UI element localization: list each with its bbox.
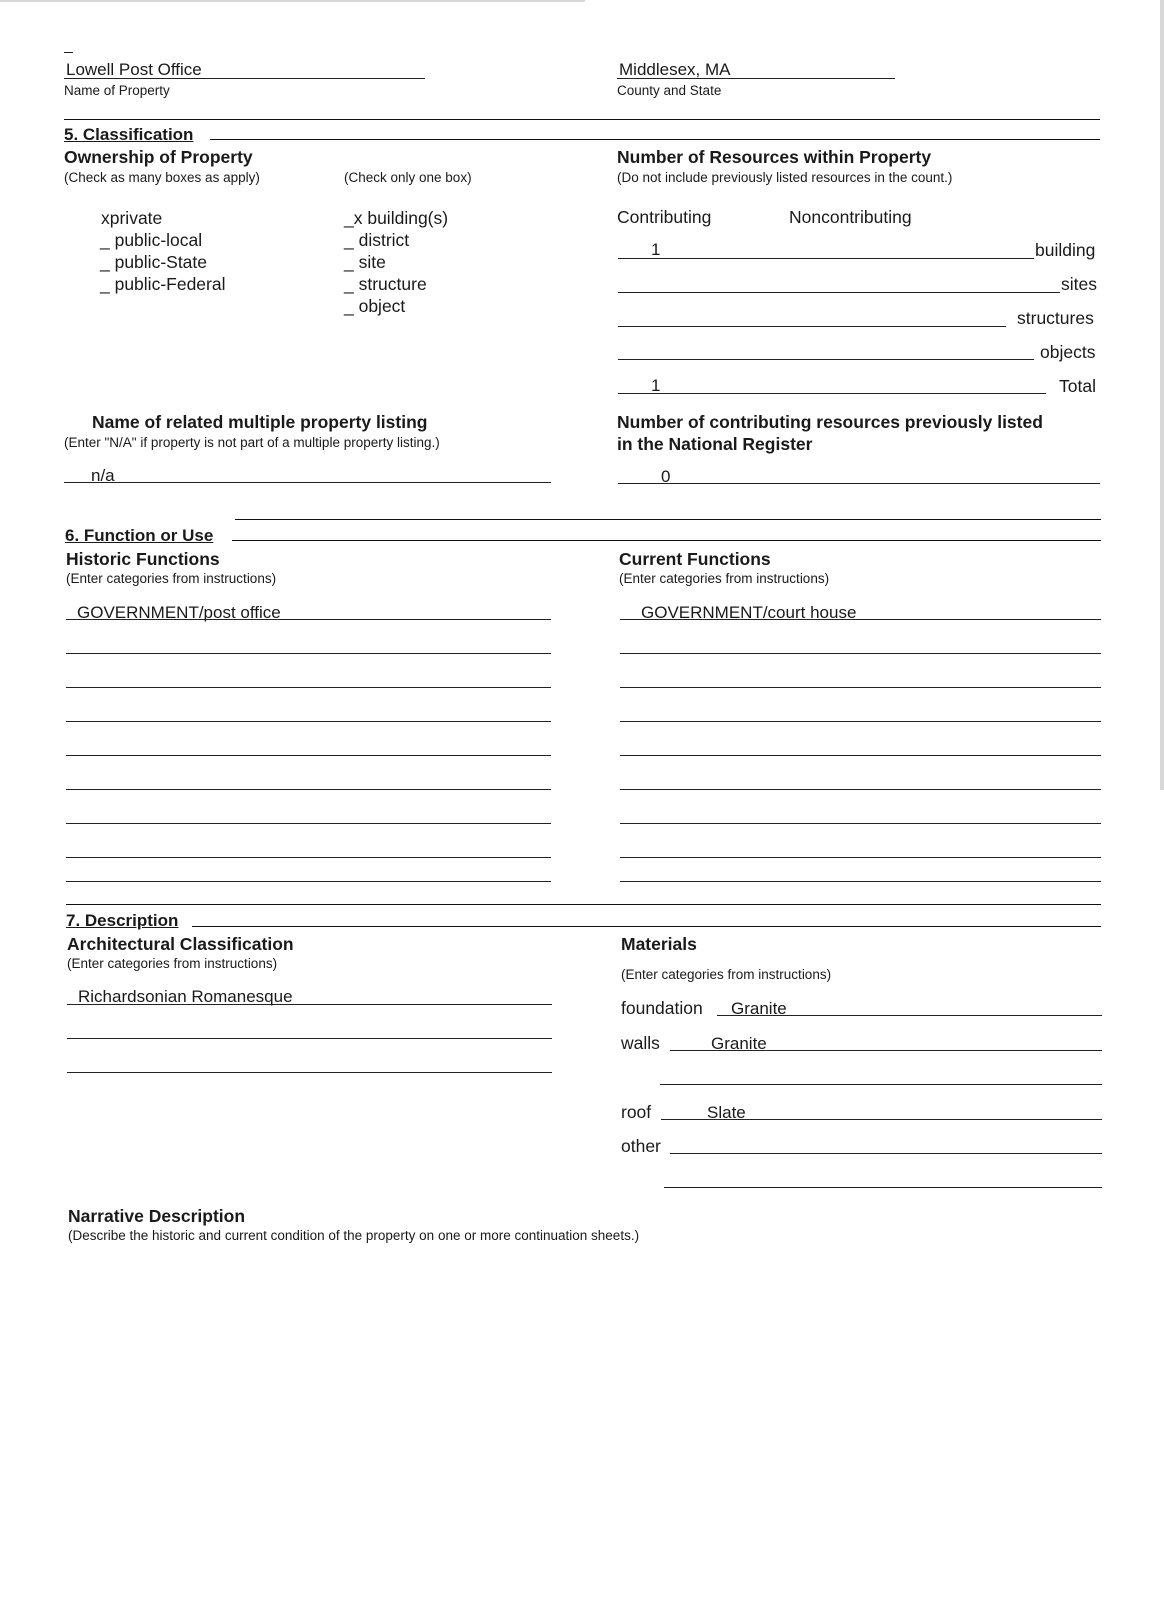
scan-top-edge bbox=[0, 0, 585, 2]
section-title-function: 6. Function or Use bbox=[65, 526, 214, 545]
foundation-label: foundation bbox=[621, 998, 703, 1018]
ownership-option: _ public-State bbox=[100, 252, 208, 272]
scan-right-edge bbox=[1160, 0, 1164, 790]
current-line bbox=[620, 789, 1101, 790]
resource-line bbox=[618, 258, 1034, 259]
historic-line bbox=[66, 721, 551, 722]
architectural-line bbox=[67, 1072, 552, 1073]
current-line bbox=[620, 687, 1101, 688]
resource-line bbox=[618, 359, 1034, 360]
section-rule bbox=[192, 926, 1101, 927]
current-line bbox=[620, 857, 1101, 858]
current-line bbox=[620, 721, 1101, 722]
historic-line bbox=[66, 755, 551, 756]
walls-label: walls bbox=[621, 1033, 660, 1053]
historic-line bbox=[66, 881, 551, 882]
materials-heading: Materials bbox=[621, 934, 697, 954]
resources-heading: Number of Resources within Property bbox=[617, 147, 932, 167]
narrative-note: (Describe the historic and current condition of the property on one or more continuation sheets.) bbox=[68, 1228, 640, 1243]
historic-note: (Enter categories from instructions) bbox=[66, 571, 277, 586]
historic-line bbox=[66, 823, 551, 824]
ownership-heading: Ownership of Property bbox=[64, 147, 253, 167]
previously-listed-heading: Number of contributing resources previously listed bbox=[617, 412, 1043, 432]
architectural-value: Richardsonian Romanesque bbox=[78, 987, 293, 1006]
current-line bbox=[620, 881, 1101, 882]
previously-listed-value: 0 bbox=[661, 467, 671, 486]
current-line bbox=[620, 619, 1101, 620]
section-rule bbox=[232, 540, 1101, 541]
materials-extra-line bbox=[660, 1084, 1102, 1085]
ownership-option: _ public-local bbox=[100, 230, 203, 250]
multiple-listing-value: n/a bbox=[91, 466, 115, 485]
resource-count: 1 bbox=[651, 376, 661, 395]
category-note: (Check only one box) bbox=[344, 170, 472, 185]
resource-count: 1 bbox=[651, 240, 661, 259]
property-name: Lowell Post Office bbox=[66, 60, 202, 79]
property-name-caption: Name of Property bbox=[64, 83, 170, 98]
roof-value: Slate bbox=[707, 1103, 746, 1122]
section-rule bbox=[210, 139, 1100, 140]
section-divider bbox=[235, 519, 1101, 520]
historic-line bbox=[66, 789, 551, 790]
resource-line bbox=[618, 292, 1060, 293]
current-note: (Enter categories from instructions) bbox=[619, 571, 830, 586]
resource-label: sites bbox=[1061, 274, 1097, 294]
col-noncontributing: Noncontributing bbox=[789, 207, 912, 227]
category-option: _ district bbox=[344, 230, 410, 250]
roof-line bbox=[661, 1119, 1102, 1120]
historic-line bbox=[66, 619, 551, 620]
current-line bbox=[620, 755, 1101, 756]
historic-line bbox=[66, 687, 551, 688]
walls-value: Granite bbox=[711, 1034, 767, 1053]
resource-label: structures bbox=[1017, 308, 1094, 328]
multiple-listing-note: (Enter "N/A" if property is not part of a multiple property listing.) bbox=[64, 435, 440, 450]
section-divider bbox=[66, 904, 1101, 905]
ownership-note: (Check as many boxes as apply) bbox=[64, 170, 260, 185]
multiple-listing-line bbox=[64, 482, 551, 483]
resource-label: building bbox=[1035, 240, 1096, 260]
header-dash bbox=[64, 52, 73, 53]
category-option: _x building(s) bbox=[344, 208, 449, 228]
narrative-heading: Narrative Description bbox=[68, 1206, 246, 1226]
materials-note: (Enter categories from instructions) bbox=[621, 967, 832, 982]
col-contributing: Contributing bbox=[617, 207, 712, 227]
resource-line bbox=[618, 393, 1046, 394]
foundation-line bbox=[717, 1015, 1102, 1016]
resources-note: (Do not include previously listed resources in the count.) bbox=[617, 170, 953, 185]
historic-line bbox=[66, 857, 551, 858]
resource-label: Total bbox=[1059, 376, 1096, 396]
other-line bbox=[670, 1153, 1102, 1154]
county-state: Middlesex, MA bbox=[619, 60, 731, 79]
resource-line bbox=[618, 326, 1006, 327]
other-extra-line bbox=[664, 1187, 1102, 1188]
resource-label: objects bbox=[1040, 342, 1096, 362]
multiple-listing-heading: Name of related multiple property listing bbox=[92, 412, 428, 432]
ownership-option: xprivate bbox=[101, 208, 163, 228]
ownership-option: _ public-Federal bbox=[100, 274, 226, 294]
category-option: _ site bbox=[344, 252, 386, 272]
previously-listed-line bbox=[618, 483, 1100, 484]
section-title-classification: 5. Classification bbox=[64, 125, 194, 144]
current-line bbox=[620, 653, 1101, 654]
current-value: GOVERNMENT/court house bbox=[641, 603, 857, 622]
historic-line bbox=[66, 653, 551, 654]
section-title-description: 7. Description bbox=[66, 911, 179, 930]
architectural-heading: Architectural Classification bbox=[67, 934, 294, 954]
walls-line bbox=[670, 1050, 1102, 1051]
section-divider bbox=[64, 119, 1100, 120]
previously-listed-heading: in the National Register bbox=[617, 434, 813, 454]
current-line bbox=[620, 823, 1101, 824]
architectural-line bbox=[67, 1004, 552, 1005]
category-option: _ object bbox=[344, 296, 406, 316]
county-state-underline bbox=[617, 78, 895, 79]
current-heading: Current Functions bbox=[619, 549, 771, 569]
historic-value: GOVERNMENT/post office bbox=[77, 603, 281, 622]
property-name-underline bbox=[64, 78, 425, 79]
county-state-caption: County and State bbox=[617, 83, 722, 98]
roof-label: roof bbox=[621, 1102, 652, 1122]
category-option: _ structure bbox=[344, 274, 427, 294]
architectural-note: (Enter categories from instructions) bbox=[67, 956, 278, 971]
other-label: other bbox=[621, 1136, 661, 1156]
foundation-value: Granite bbox=[731, 999, 787, 1018]
historic-heading: Historic Functions bbox=[66, 549, 220, 569]
architectural-line bbox=[67, 1038, 552, 1039]
